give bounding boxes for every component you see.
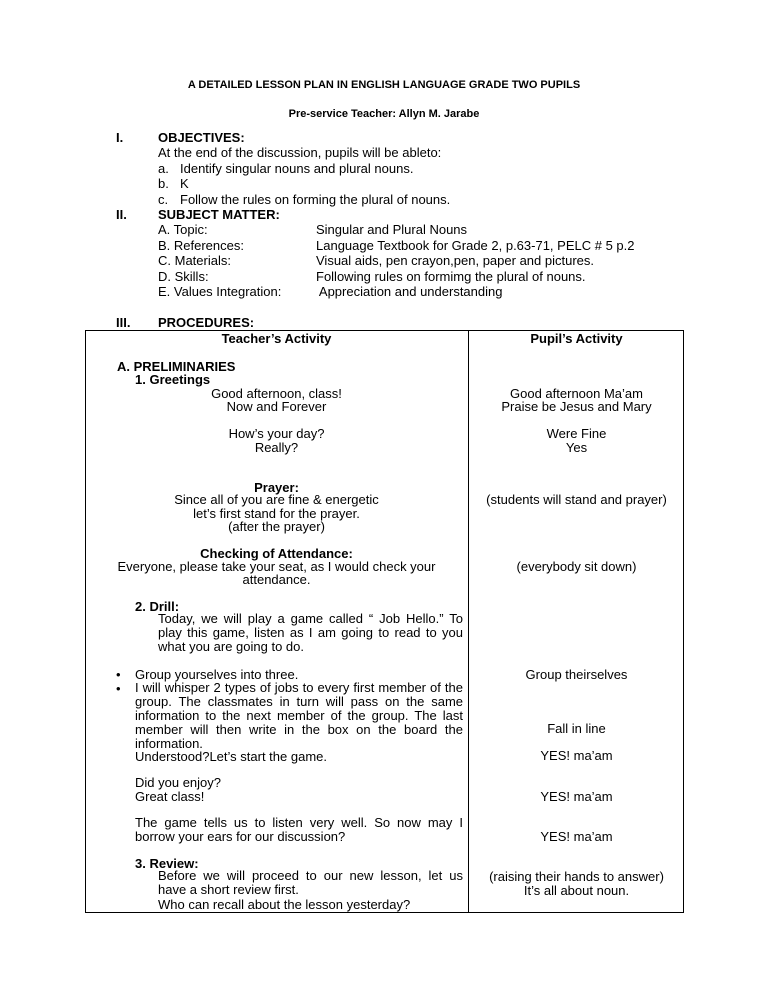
greetings-heading: 1. Greetings bbox=[135, 372, 211, 387]
subject-label: D. Skills: bbox=[158, 269, 209, 284]
document-subtitle: Pre-service Teacher: Allyn M. Jarabe bbox=[288, 108, 480, 120]
drill-heading: 2. Drill: bbox=[135, 599, 180, 614]
review-heading: 3. Review: bbox=[135, 856, 199, 871]
prayer-line: (after the prayer) bbox=[228, 519, 325, 534]
subject-value: Language Textbook for Grade 2, p.63-71, PELC # 5 p.2 bbox=[316, 238, 635, 253]
objective-text: Follow the rules on forming the plural of nouns. bbox=[180, 192, 451, 207]
subject-label: A. Topic: bbox=[158, 222, 208, 237]
teacher-column-header: Teacher’s Activity bbox=[221, 331, 332, 346]
subject-heading: SUBJECT MATTER: bbox=[158, 207, 280, 222]
pupil-response: Yes bbox=[565, 440, 588, 455]
teacher-greeting-line: Good afternoon, class! bbox=[211, 386, 342, 401]
pupil-response: YES! ma’am bbox=[540, 748, 613, 763]
objective-letter: c. bbox=[158, 192, 169, 207]
subject-value: Singular and Plural Nouns bbox=[316, 222, 468, 237]
pupil-response: Good afternoon Ma’am bbox=[510, 386, 643, 401]
pupil-response: Group theirselves bbox=[525, 667, 628, 682]
procedures-number: III. bbox=[116, 315, 131, 330]
attendance-heading: Checking of Attendance: bbox=[200, 546, 353, 561]
prayer-heading: Prayer: bbox=[254, 480, 299, 495]
drill-text: Today, we will play a game called “ Job Hello.” To play this game, listen as I am going to read to you what you are going to do. bbox=[158, 611, 463, 654]
prayer-line: Since all of you are fine & energetic bbox=[174, 492, 379, 507]
objectives-heading: OBJECTIVES: bbox=[158, 130, 245, 145]
subject-number: II. bbox=[116, 207, 127, 222]
attendance-line: Everyone, please take your seat, as I would check your bbox=[117, 559, 436, 574]
subject-label: E. Values Integration: bbox=[158, 284, 282, 299]
objective-letter: a. bbox=[158, 161, 169, 176]
objectives-intro: At the end of the discussion, pupils will be ableto: bbox=[158, 145, 442, 160]
pupil-response: It’s all about noun. bbox=[523, 883, 630, 898]
listen-text: The game tells us to listen very well. So now may I borrow your ears for our discussion? bbox=[135, 815, 463, 844]
drill-step: I will whisper 2 types of jobs to every first member of the group. The classmates in turn will pass on the same information to the next member of the group. The last member will then write in the box on the board the information. bbox=[135, 680, 463, 751]
drill-step: Group yourselves into three. bbox=[135, 667, 299, 682]
pupil-response: (everybody sit down) bbox=[516, 559, 637, 574]
subject-label: C. Materials: bbox=[158, 253, 231, 268]
objective-text: K bbox=[180, 176, 189, 191]
pupil-response: YES! ma’am bbox=[540, 829, 613, 844]
subject-value: Following rules on formimg the plural of nouns. bbox=[316, 269, 586, 284]
objective-text: Identify singular nouns and plural nouns. bbox=[180, 161, 414, 176]
subject-label: B. References: bbox=[158, 238, 244, 253]
pupil-response: Were Fine bbox=[546, 426, 607, 441]
pupil-response: (students will stand and prayer) bbox=[486, 492, 667, 507]
pupil-response: Praise be Jesus and Mary bbox=[501, 399, 652, 414]
document-title: A DETAILED LESSON PLAN IN ENGLISH LANGUAGE GRADE TWO PUPILS bbox=[187, 79, 581, 91]
preliminaries-heading: A. PRELIMINARIES bbox=[117, 359, 236, 374]
enjoy-line: Great class! bbox=[135, 789, 205, 804]
pupil-response: YES! ma’am bbox=[540, 789, 613, 804]
bullet-icon: • bbox=[116, 681, 121, 696]
objectives-number: I. bbox=[116, 130, 124, 145]
teacher-greeting-line: Now and Forever bbox=[226, 399, 327, 414]
objective-letter: b. bbox=[158, 176, 169, 191]
pupil-response: Fall in line bbox=[547, 721, 606, 736]
enjoy-line: Did you enjoy? bbox=[135, 775, 221, 790]
attendance-line: attendance. bbox=[242, 572, 311, 587]
subject-value: Visual aids, pen crayon,pen, paper and pictures. bbox=[316, 253, 594, 268]
review-text: Before we will proceed to our new lesson, let us have a short review first. bbox=[158, 868, 463, 897]
column-divider bbox=[468, 330, 469, 913]
prayer-line: let’s first stand for the prayer. bbox=[193, 506, 360, 521]
teacher-day-line: How’s your day? bbox=[228, 426, 325, 441]
bullet-icon: • bbox=[116, 667, 121, 682]
procedures-heading: PROCEDURES: bbox=[158, 315, 255, 330]
pupil-column-header: Pupil’s Activity bbox=[530, 331, 623, 346]
drill-step-end: Understood?Let’s start the game. bbox=[135, 749, 327, 764]
pupil-response: (raising their hands to answer) bbox=[489, 869, 664, 884]
review-question: Who can recall about the lesson yesterday? bbox=[158, 897, 411, 912]
teacher-day-line: Really? bbox=[254, 440, 299, 455]
subject-value: Appreciation and understanding bbox=[316, 284, 503, 299]
